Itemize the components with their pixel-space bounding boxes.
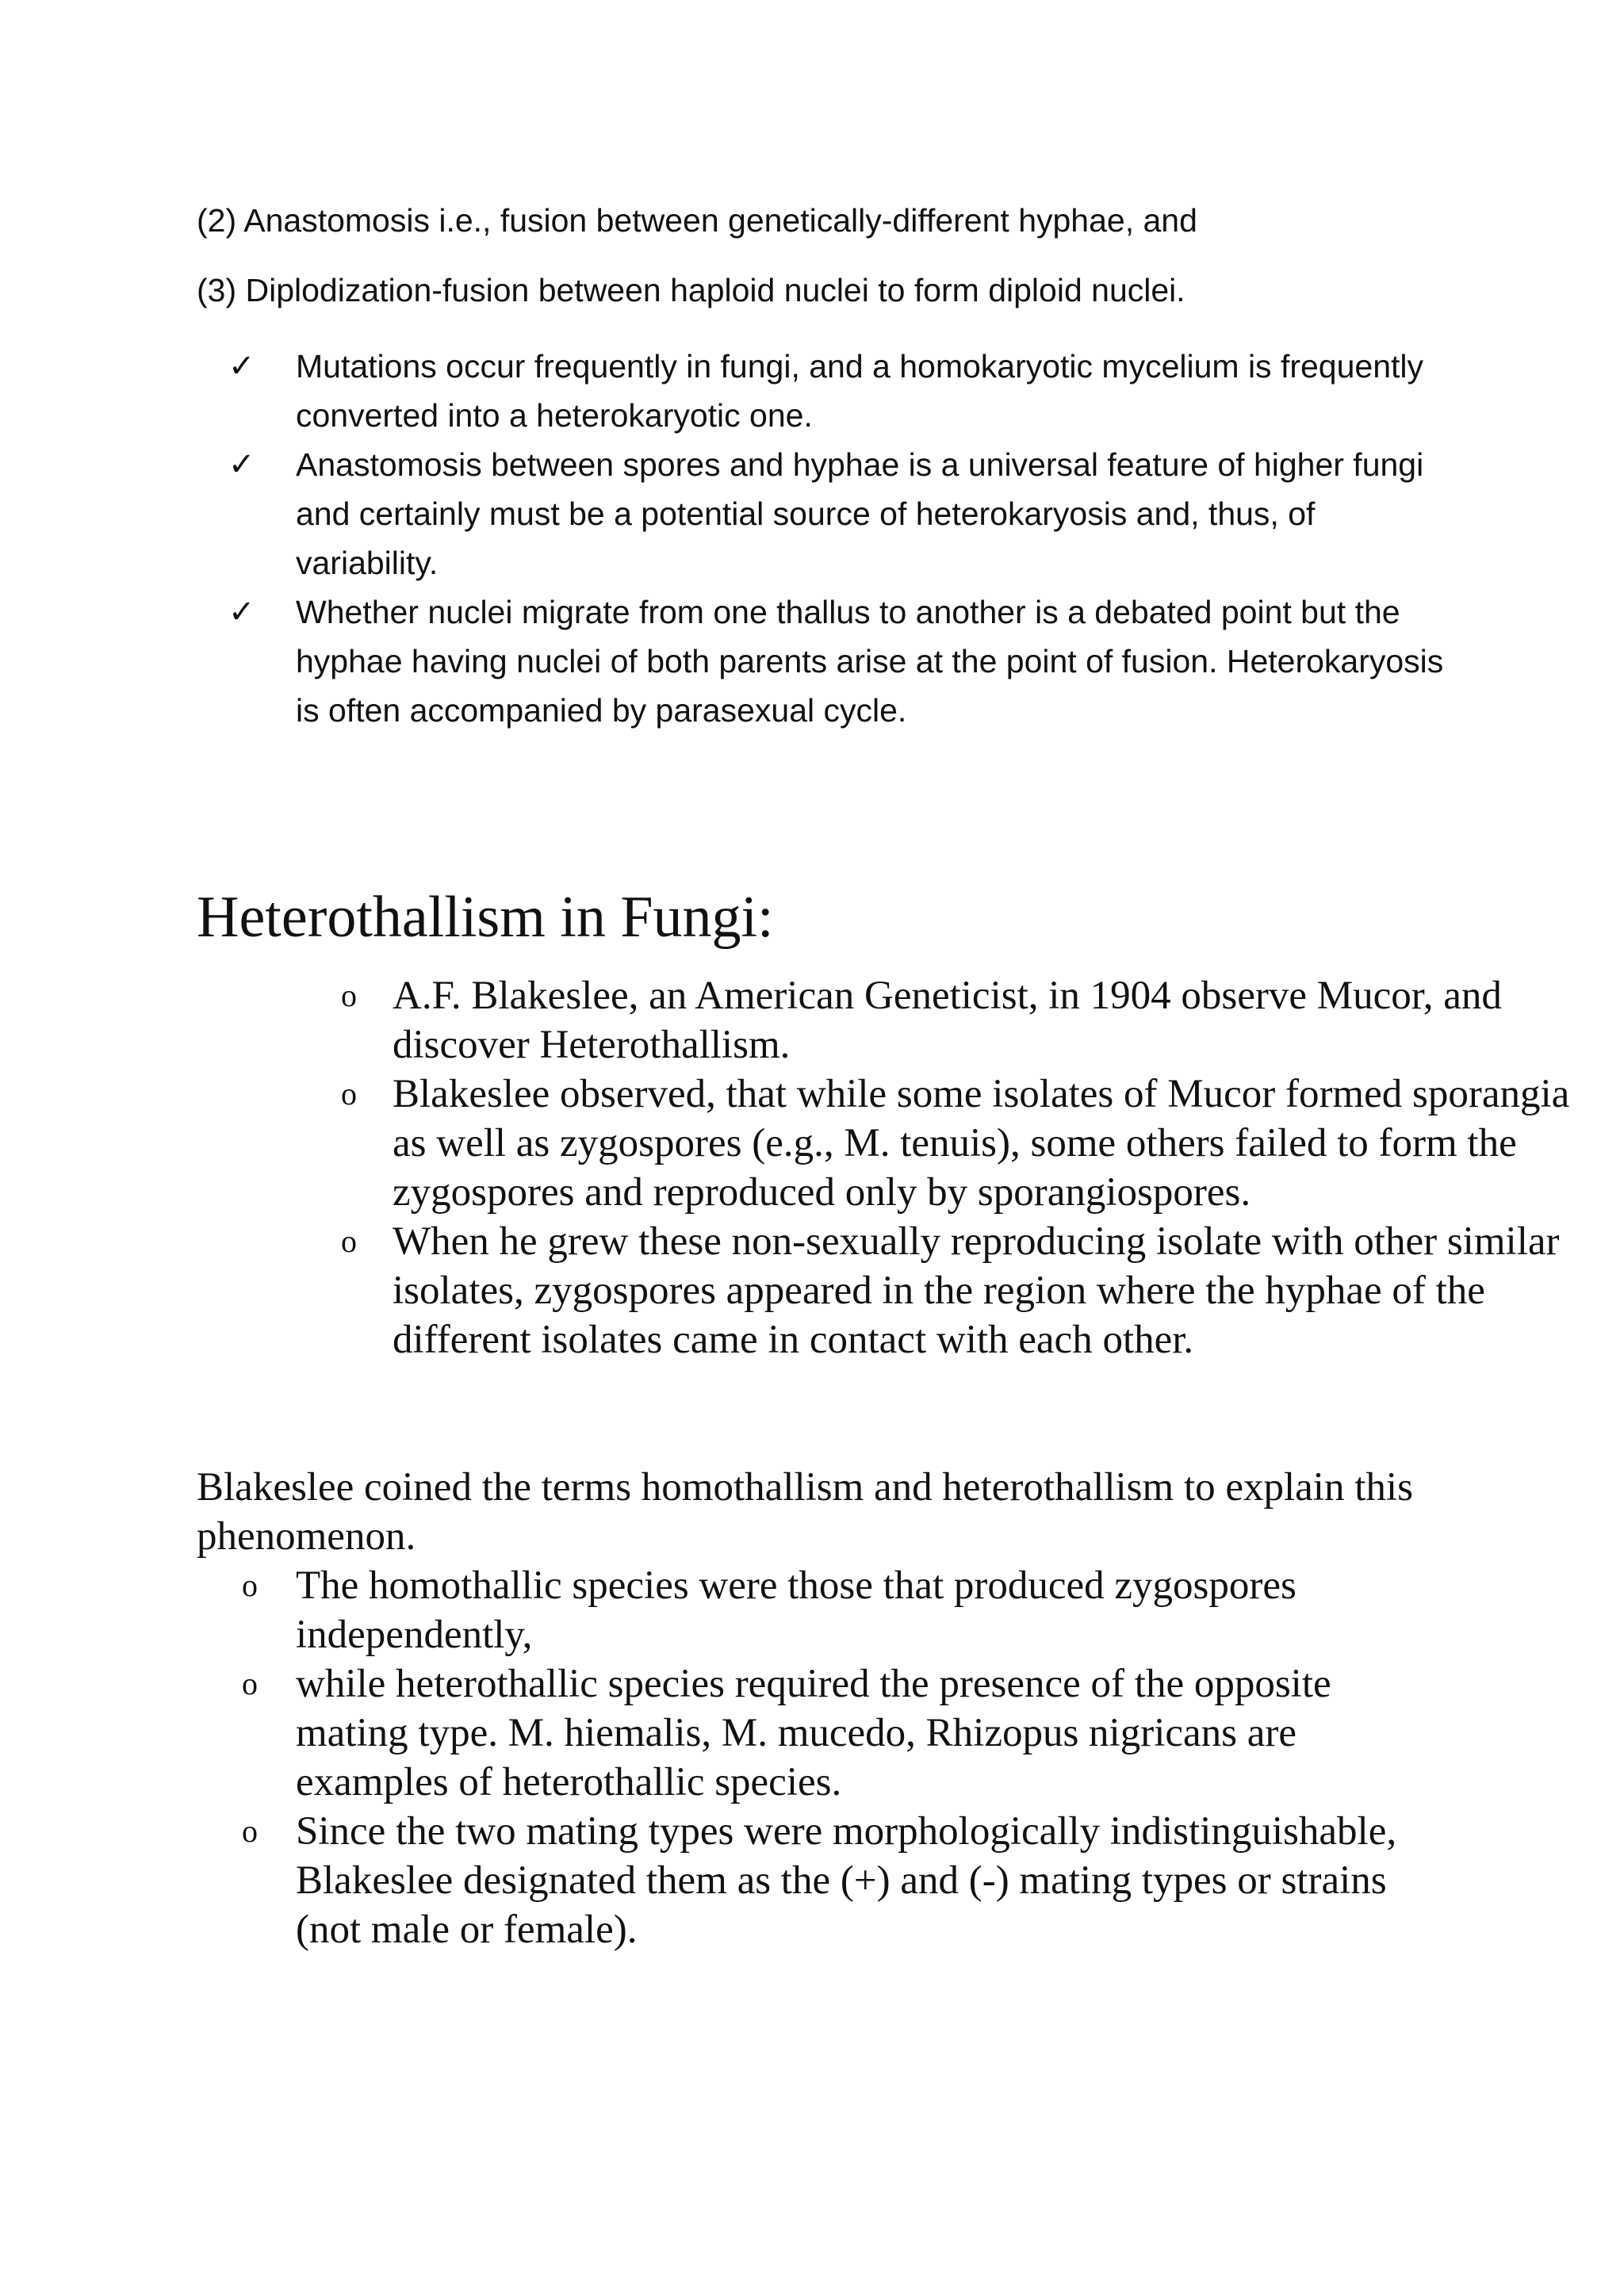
list-item-text: A.F. Blakeslee, an American Geneticist, in 1904 observe Mucor, and discover Heterothallism. — [393, 974, 1502, 1067]
checkmark-icon: ✓ — [228, 349, 255, 384]
blakeslee-observation-list — [341, 971, 1586, 1364]
circle-bullet-icon: o — [341, 1076, 357, 1112]
check-list-item — [228, 342, 1465, 440]
circle-bullet-icon: o — [242, 1567, 258, 1603]
check-item-text: Mutations occur frequently in fungi, and a homokaryotic mycelium is frequently converted into a heterokaryotic one. — [296, 348, 1424, 434]
section-heading: Heterothallism in Fungi: — [197, 884, 774, 950]
body-paragraph: Blakeslee coined the terms homothallism and heterothallism to explain this phenomenon. — [197, 1465, 1413, 1559]
list-item — [242, 1561, 1439, 1659]
intro-line-anastomosis: (2) Anastomosis i.e., fusion between genetically-different hyphae, and — [197, 202, 1197, 239]
list-item — [341, 1217, 1586, 1364]
list-item — [341, 971, 1586, 1070]
list-item-text: When he grew these non-sexually reproducing isolate with other similar isolates, zygospores appeared in the region where the hyphae of the different isolates came in contact with each other. — [393, 1219, 1560, 1362]
check-list-item — [228, 440, 1465, 587]
checkmark-icon: ✓ — [228, 447, 255, 482]
list-item-text: Since the two mating types were morphologically indistinguishable, Blakeslee designated them as the (+) and (-) mating types or strains (not male or female). — [296, 1809, 1397, 1952]
check-item-text: Whether nuclei migrate from one thallus to another is a debated point but the hyphae having nuclei of both parents arise at the point of fusion. Heterokaryosis is often accompanied by parasexual cycle. — [296, 594, 1444, 729]
mating-type-list — [242, 1561, 1439, 1954]
checkmark-list — [228, 342, 1465, 735]
list-item — [341, 1070, 1586, 1217]
list-item-text: The homothallic species were those that produced zygospores independently, — [296, 1563, 1297, 1657]
circle-bullet-icon: o — [341, 1223, 357, 1259]
checkmark-icon: ✓ — [228, 595, 255, 629]
circle-bullet-icon: o — [242, 1813, 258, 1849]
list-item — [242, 1807, 1439, 1954]
list-item-text: Blakeslee observed, that while some isolates of Mucor formed sporangia as well as zygospores (e.g., M. tenuis), some others failed to form the zygospores and reproduced only by sporangiospores. — [393, 1072, 1570, 1215]
check-item-text: Anastomosis between spores and hyphae is a universal feature of higher fungi and certainly must be a potential source of heterokaryosis and, thus, of variability. — [296, 446, 1424, 581]
list-item — [242, 1659, 1439, 1807]
list-item-text: while heterothallic species required the presence of the opposite mating type. M. hiemalis, M. mucedo, Rhizopus nigricans are examples of heterothallic species. — [296, 1662, 1331, 1804]
circle-bullet-icon: o — [341, 978, 357, 1013]
check-list-item — [228, 587, 1465, 735]
intro-line-diplodization: (3) Diplodization-fusion between haploid nuclei to form diploid nuclei. — [197, 272, 1185, 308]
circle-bullet-icon: o — [242, 1666, 258, 1701]
